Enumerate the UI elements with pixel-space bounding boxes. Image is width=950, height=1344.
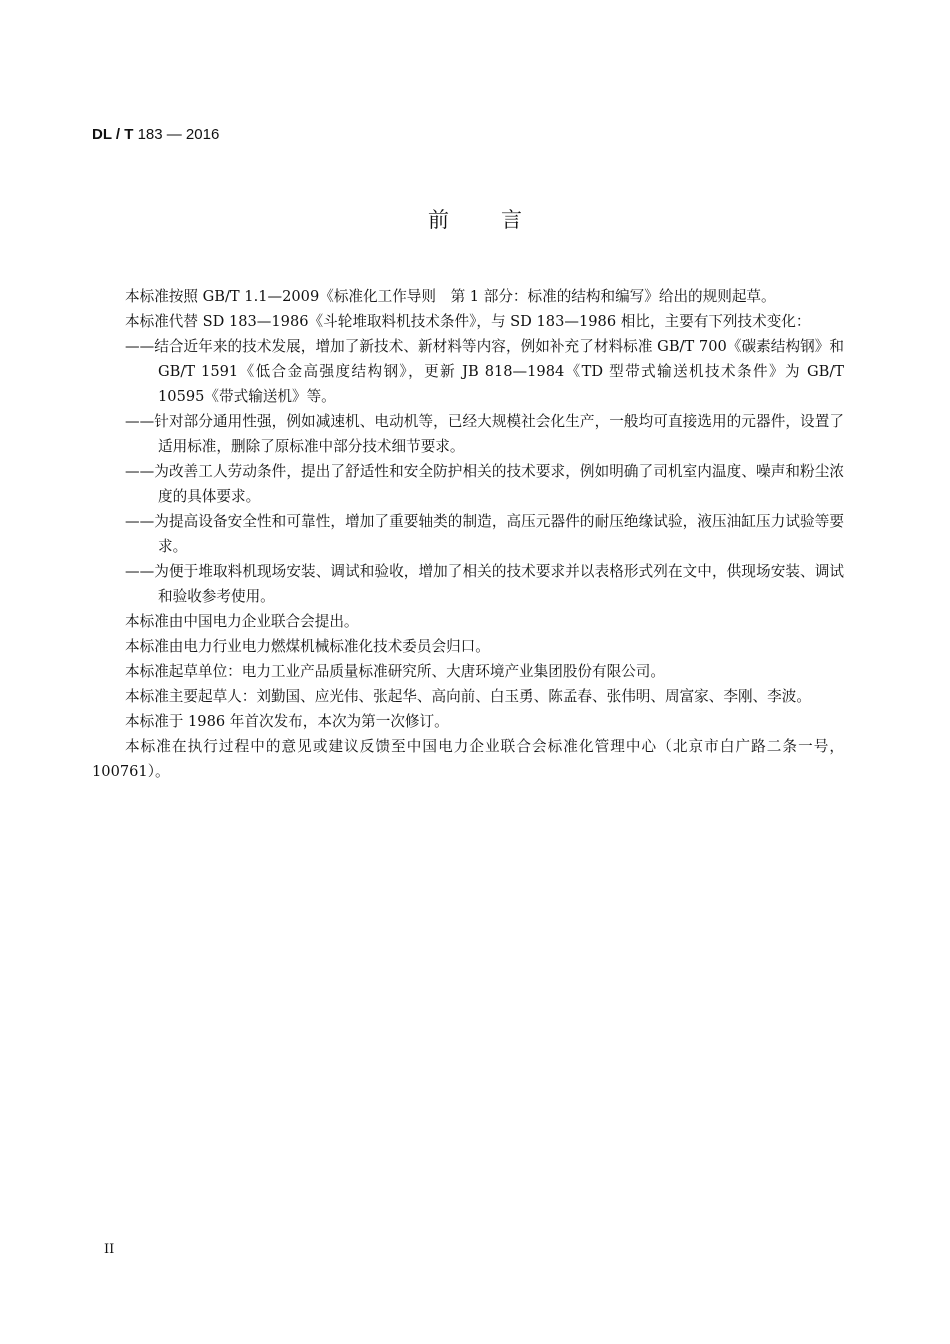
standard-code: DL / T xyxy=(92,126,134,143)
paragraph-drafting-rule: 本标准按照 GB/T 1.1—2009《标准化工作导则 第 1 部分：标准的结构和编写》给出的规则起草。 xyxy=(125,288,776,305)
page-header xyxy=(92,124,219,146)
change-item: ——针对部分通用性强，例如减速机、电动机等，已经大规模社会化生产，一般均可直接选用的元器件，设置了适用标准，删除了原标准中部分技术细节要求。 xyxy=(125,413,844,455)
standard-number: 183 — 2016 xyxy=(137,126,220,143)
paragraph-drafting-units: 本标准起草单位：电力工业产品质量标准研究所、大唐环境产业集团股份有限公司。 xyxy=(125,663,665,680)
paragraph-replacement: 本标准代替 SD 183—1986《斗轮堆取料机技术条件》，与 SD 183—1986 相比，主要有下列技术变化： xyxy=(125,313,811,330)
page-number: II xyxy=(104,1242,115,1257)
paragraph-feedback: 本标准在执行过程中的意见或建议反馈至中国电力企业联合会标准化管理中心（北京市白广路二条一号，100761）。 xyxy=(92,738,844,780)
change-item: ——为提高设备安全性和可靠性，增加了重要轴类的制造，高压元器件的耐压绝缘试验，液压油缸压力试验等要求。 xyxy=(125,513,844,555)
paragraph-administrator: 本标准由电力行业电力燃煤机械标准化技术委员会归口。 xyxy=(125,638,490,655)
change-item: ——为便于堆取料机现场安装、调试和验收，增加了相关的技术要求并以表格形式列在文中，供现场安装、调试和验收参考使用。 xyxy=(125,563,844,605)
foreword-body xyxy=(92,284,844,784)
paragraph-history: 本标准于 1986 年首次发布，本次为第一次修订。 xyxy=(125,713,449,730)
change-item: ——结合近年来的技术发展，增加了新技术、新材料等内容，例如补充了材料标准 GB/T 700《碳素结构钢》和 GB/T 1591《低合金高强度结构钢》，更新 JB 818—1984《TD 型带式输送机技术条件》为 GB/T 10595《带式输送机》等。 xyxy=(125,338,844,405)
change-item: ——为改善工人劳动条件，提出了舒适性和安全防护相关的技术要求，例如明确了司机室内温度、噪声和粉尘浓度的具体要求。 xyxy=(125,463,844,505)
page-title: 前言 xyxy=(428,208,574,232)
paragraph-drafters: 本标准主要起草人：刘勤国、应光伟、张起华、高向前、白玉勇、陈孟春、张伟明、周富家、李刚、李波。 xyxy=(125,688,811,705)
paragraph-proposer: 本标准由中国电力企业联合会提出。 xyxy=(125,613,359,630)
